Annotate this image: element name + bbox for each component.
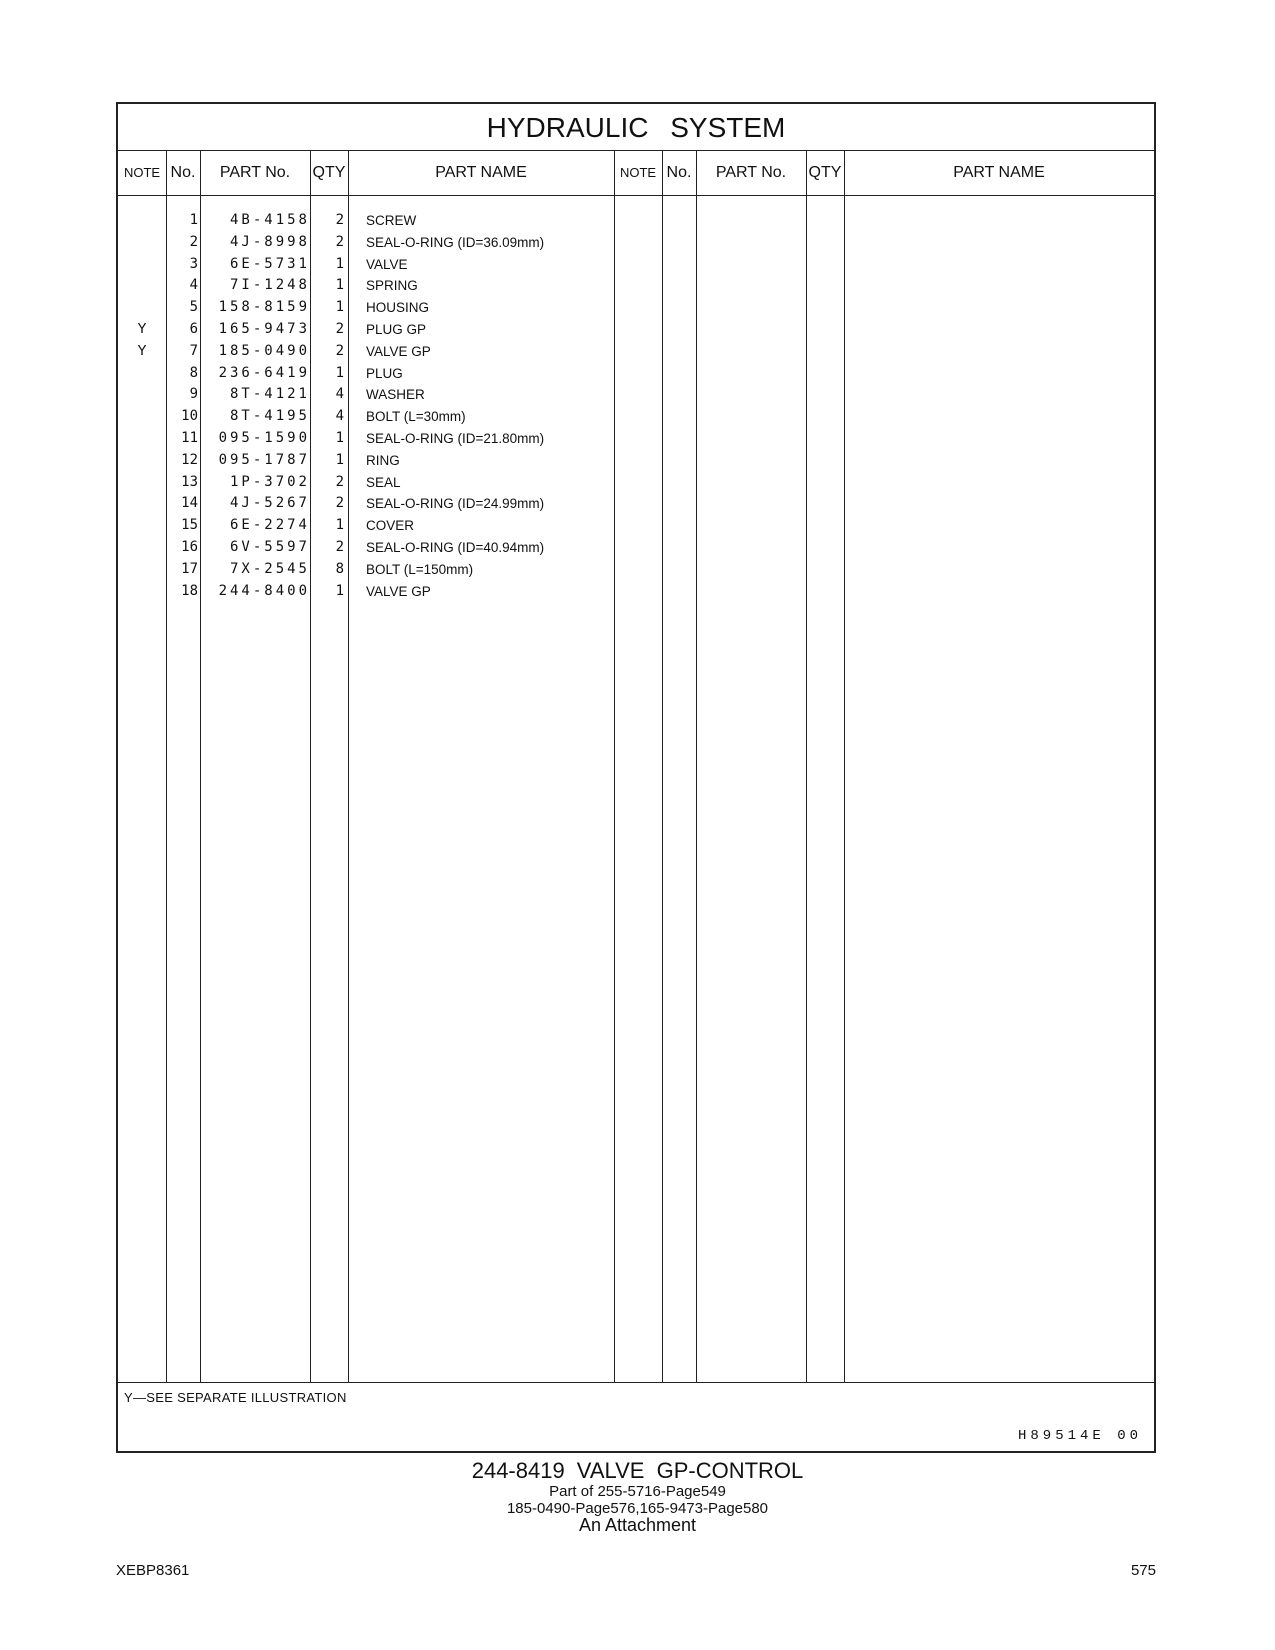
table-row xyxy=(118,232,1154,254)
item-number: 7 xyxy=(189,342,198,359)
item-number: 5 xyxy=(189,299,198,316)
part-number: 8T-4195 xyxy=(229,408,310,425)
quantity: 4 xyxy=(335,386,344,403)
part-number: 8T-4121 xyxy=(229,386,310,403)
table-row xyxy=(118,341,1154,363)
page-number: 575 xyxy=(1130,1562,1156,1579)
part-number: 165-9473 xyxy=(218,321,310,337)
part-name: BOLT (L=150mm) xyxy=(366,561,474,577)
quantity: 2 xyxy=(335,342,344,359)
quantity: 1 xyxy=(335,255,344,272)
header-note-right: NOTE xyxy=(619,165,657,180)
attachment-label: An Attachment xyxy=(578,1515,697,1535)
table-row xyxy=(118,319,1154,341)
item-number: 4 xyxy=(189,277,198,294)
table-row xyxy=(118,559,1154,581)
part-name: SEAL-O-RING (ID=40.94mm) xyxy=(366,540,545,555)
part-number: 095-1590 xyxy=(218,430,310,446)
item-number: 2 xyxy=(189,233,198,250)
part-name: COVER xyxy=(366,518,415,534)
header-part-no-right: PART No. xyxy=(715,164,787,181)
header-no-right: No. xyxy=(666,164,692,181)
item-number: 15 xyxy=(181,517,198,534)
table-footer-divider xyxy=(118,1382,1154,1383)
item-number: 12 xyxy=(181,451,198,468)
table-row xyxy=(118,428,1154,450)
table-row xyxy=(118,384,1154,406)
header-part-name-left: PART NAME xyxy=(435,164,527,181)
part-number: 158-8159 xyxy=(218,299,310,316)
header-qty-right: QTY xyxy=(808,164,842,181)
part-name: VALVE GP xyxy=(366,343,431,359)
table-row xyxy=(118,297,1154,319)
header-qty-left: QTY xyxy=(312,164,346,181)
quantity: 1 xyxy=(335,430,344,446)
part-name: SEAL-O-RING (ID=24.99mm) xyxy=(366,496,545,512)
section-title: HYDRAULIC SYSTEM xyxy=(118,104,1154,151)
part-number: 7X-2545 xyxy=(229,560,310,577)
table-row xyxy=(118,406,1154,428)
quantity: 1 xyxy=(335,364,344,381)
quantity: 1 xyxy=(335,517,344,534)
quantity: 2 xyxy=(335,233,344,250)
quantity: 1 xyxy=(335,277,344,294)
part-number: 244-8400 xyxy=(218,582,310,599)
part-name: SCREW xyxy=(366,213,417,228)
part-number: 6E-5731 xyxy=(229,255,310,272)
quantity: 2 xyxy=(335,473,344,490)
quantity: 2 xyxy=(335,539,344,555)
item-number: 13 xyxy=(181,473,198,490)
item-number: 18 xyxy=(181,582,198,599)
part-name: PLUG xyxy=(366,365,403,381)
table-row xyxy=(118,450,1154,472)
table-row xyxy=(118,515,1154,537)
document-id: XEBP8361 xyxy=(116,1562,190,1579)
table-row xyxy=(118,254,1154,276)
quantity: 1 xyxy=(335,582,344,599)
part-number: 185-0490 xyxy=(218,342,310,359)
quantity: 8 xyxy=(335,560,344,577)
part-name: SEAL-O-RING (ID=21.80mm) xyxy=(366,431,545,446)
item-number: 1 xyxy=(189,212,198,228)
assembly-title: 244-8419 VALVE GP-CONTROL xyxy=(471,1458,804,1483)
header-part-no-left: PART No. xyxy=(219,164,291,181)
part-number: 4J-8998 xyxy=(229,233,310,250)
table-row xyxy=(118,472,1154,494)
part-number: 236-6419 xyxy=(218,364,310,381)
quantity: 1 xyxy=(335,299,344,316)
item-number: 11 xyxy=(181,430,198,446)
item-number: 17 xyxy=(181,560,198,577)
part-number: 095-1787 xyxy=(218,451,310,468)
part-name: SEAL xyxy=(366,474,401,490)
table-row xyxy=(118,493,1154,515)
item-number: 10 xyxy=(181,408,198,425)
part-number: 7I-1248 xyxy=(229,277,310,294)
table-row xyxy=(118,581,1154,603)
part-name: SPRING xyxy=(366,278,418,294)
legend-note: Y—SEE SEPARATE ILLUSTRATION xyxy=(124,1390,347,1405)
part-name: VALVE xyxy=(366,256,408,272)
item-number: 16 xyxy=(181,539,198,555)
part-name: SEAL-O-RING (ID=36.09mm) xyxy=(366,234,545,250)
part-name: WASHER xyxy=(366,387,425,403)
item-number: 8 xyxy=(189,364,198,381)
header-part-name-right: PART NAME xyxy=(953,164,1045,181)
part-number: 4J-5267 xyxy=(229,495,310,512)
part-number: 6V-5597 xyxy=(229,539,310,555)
quantity: 2 xyxy=(335,321,344,337)
parts-table-frame xyxy=(116,102,1156,1453)
quantity: 2 xyxy=(335,212,344,228)
table-row xyxy=(118,275,1154,297)
table-row xyxy=(118,210,1154,232)
item-number: 14 xyxy=(181,495,198,512)
note-cell: Y xyxy=(137,321,147,338)
item-number: 6 xyxy=(189,321,198,337)
drawing-code: H89514E 00 xyxy=(1017,1428,1142,1444)
table-row xyxy=(118,363,1154,385)
quantity: 4 xyxy=(335,408,344,425)
part-of-reference: Part of 255-5716-Page549 xyxy=(549,1483,726,1500)
part-name: VALVE GP xyxy=(366,583,431,599)
header-note-left: NOTE xyxy=(123,165,161,180)
item-number: 9 xyxy=(189,386,198,403)
part-number: 1P-3702 xyxy=(229,473,310,490)
item-number: 3 xyxy=(189,255,198,272)
part-name: BOLT (L=30mm) xyxy=(366,409,466,425)
quantity: 2 xyxy=(335,495,344,512)
part-name: PLUG GP xyxy=(366,322,427,337)
part-name: RING xyxy=(366,452,400,468)
part-name: HOUSING xyxy=(366,300,430,316)
note-cell: Y xyxy=(137,342,147,360)
part-number: 6E-2274 xyxy=(229,517,310,534)
part-number: 4B-4158 xyxy=(229,212,310,228)
header-no-left: No. xyxy=(170,164,196,181)
quantity: 1 xyxy=(335,451,344,468)
table-row xyxy=(118,537,1154,559)
page-references: 185-0490-Page576,165-9473-Page580 xyxy=(506,1500,769,1517)
